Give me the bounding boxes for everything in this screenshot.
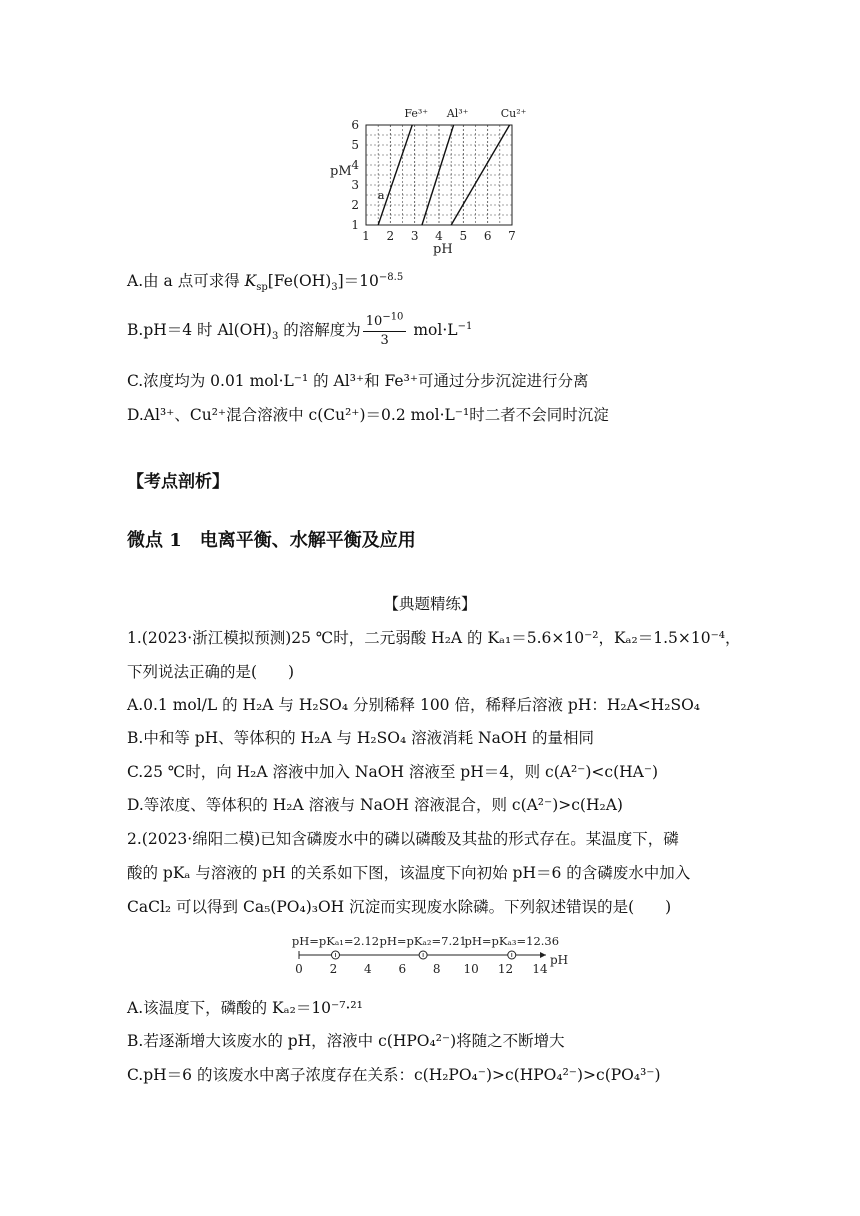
fig2-axis-label: pH — [550, 953, 569, 967]
x-tick-label: 2 — [386, 229, 395, 243]
y-tick-label: 3 — [351, 178, 359, 192]
prev-option-d: D.Al³⁺、Cu²⁺混合溶液中 c(Cu²⁺)＝0.2 mol·L⁻¹时二者不会同时沉淀 — [127, 406, 609, 424]
x-tick-label: 7 — [508, 229, 516, 243]
y-tick-label: 1 — [351, 218, 359, 232]
q2-option-a: A.该温度下，磷酸的 Kₐ₂＝10⁻⁷·²¹ — [127, 999, 363, 1017]
ion-label: Al³⁺ — [446, 107, 469, 120]
section-title: 【考点剖析】 — [127, 472, 229, 492]
number-line-tick-label: 8 — [432, 962, 441, 976]
prev-option-c: C.浓度均为 0.01 mol·L⁻¹ 的 Al³⁺和 Fe³⁺可通过分步沉淀进行分离 — [127, 372, 589, 390]
q2-option-b: B.若逐渐增大该废水的 pH，溶液中 c(HPO₄²⁻)将随之不断增大 — [127, 1032, 565, 1050]
axis-arrow-icon — [540, 952, 546, 958]
ion-label: Fe³⁺ — [404, 107, 429, 120]
x-tick-label: 6 — [483, 229, 492, 243]
q2-stem-line1: 2.(2023·绵阳二模)已知含磷废水中的磷以磷酸及其盐的形式存在。某温度下，磷 — [127, 830, 679, 848]
fig1-x-label: pH — [433, 242, 453, 257]
prev-option-a: A.由 a 点可求得 $K_{sp}[Fe(OH)_3]=10^{-8.5}$ — [127, 271, 404, 294]
x-tick-label: 3 — [410, 229, 419, 243]
q1-option-b: B.中和等 pH、等体积的 H₂A 与 H₂SO₄ 溶液消耗 NaOH 的量相同 — [127, 729, 594, 747]
number-line-tick-label: 0 — [295, 962, 303, 976]
number-line-tick-label: 6 — [398, 962, 407, 976]
pka-number-line — [0, 928, 860, 988]
point-a-label: a — [377, 189, 385, 202]
q1-option-a: A.0.1 mol/L 的 H₂A 与 H₂SO₄ 分别稀释 100 倍，稀释后溶液 pH：H₂A<H₂SO₄ — [127, 696, 701, 714]
number-line-tick-label: 10 — [463, 962, 479, 976]
pka-point-label: pH=pKₐ₁=2.12 — [291, 934, 380, 948]
q1-stem-line2: 下列说法正确的是( ) — [127, 663, 295, 681]
y-tick-label: 6 — [351, 118, 359, 132]
number-line-tick-label: 14 — [532, 962, 548, 976]
number-line-tick-label: 2 — [329, 962, 338, 976]
ion-label: Cu²⁺ — [500, 107, 527, 120]
fig1-y-label: pM — [330, 164, 352, 179]
number-line-tick-label: 4 — [364, 962, 372, 976]
pka-point-label: pH=pKₐ₃=12.36 — [464, 934, 560, 948]
y-tick-label: 4 — [351, 158, 359, 172]
x-tick-label: 4 — [435, 229, 443, 243]
q2-stem-line3: CaCl₂ 可以得到 Ca₅(PO₄)₃OH 沉淀而实现废水除磷。下列叙述错误的是( ) — [127, 898, 672, 916]
q1-option-c: C.25 ℃时，向 H₂A 溶液中加入 NaOH 溶液至 pH＝4，则 c(A²⁻)<c(HA⁻) — [127, 763, 659, 781]
q2-option-c: C.pH＝6 的该废水中离子浓度存在关系：c(H₂PO₄⁻)>c(HPO₄²⁻)>c(PO₄³⁻) — [127, 1066, 661, 1084]
prev-option-b: B.pH＝4 时 $Al(OH)_3$ 的溶解度为 $\frac{10^{-10}}{3}$ $mol\cdot L^{-1}$ — [127, 311, 473, 348]
micro-point-title: 微点 1 电离平衡、水解平衡及应用 — [127, 530, 416, 551]
sub-title: 【典题精练】 — [383, 595, 477, 613]
pka-point-label: pH=pKₐ₂=7.21 — [379, 934, 467, 948]
number-line-tick-label: 12 — [497, 962, 514, 976]
x-tick-label: 1 — [362, 229, 370, 243]
q1-option-d: D.等浓度、等体积的 H₂A 溶液与 NaOH 溶液混合，则 c(A²⁻)>c(H₂A) — [127, 796, 623, 814]
x-tick-label: 5 — [459, 229, 468, 243]
y-tick-label: 2 — [351, 198, 359, 212]
q1-stem-line1: 1.(2023·浙江模拟预测)25 ℃时，二元弱酸 H₂A 的 Kₐ₁＝5.6×10⁻²，Kₐ₂＝1.5×10⁻⁴， — [127, 629, 741, 647]
y-tick-label: 5 — [351, 138, 359, 152]
solubility-fraction: $\frac{10^{-10}}{3}$ — [363, 313, 407, 350]
q2-stem-line2: 酸的 pKₐ 与溶液的 pH 的关系如下图，该温度下向初始 pH＝6 的含磷废水中加入 — [127, 864, 691, 882]
